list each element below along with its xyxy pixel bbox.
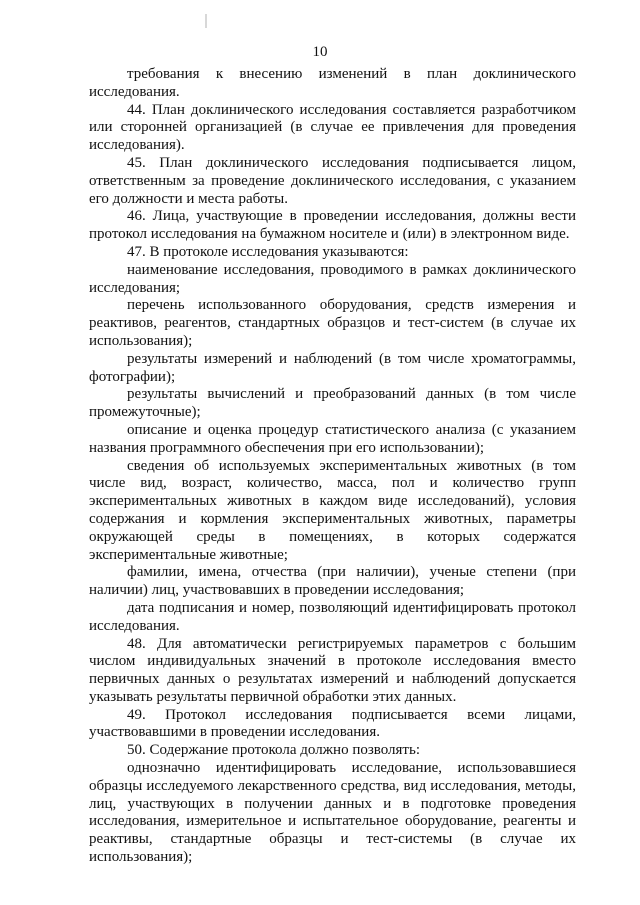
list-item-animals: сведения об используемых экспериментальных животных (в том числе вид, возраст, количество, масса, пол и количество групп экспериментальных животных в каждом виде исследований), условия содержания и кормления экспериментальных животных, параметры окружающей среды в помещениях, в которых содержатся экспериментальные животные;	[89, 457, 576, 563]
paragraph-50: 50. Содержание протокола должно позволять:	[127, 742, 420, 759]
paragraph-44: 44. План доклинического исследования составляется разработчиком или сторонней организацией (в случае ее привлечения для проведения исследования).	[89, 101, 576, 154]
paragraph-requirements-end: требования к внесению изменений в план доклинического исследования.	[89, 66, 576, 100]
list-item-study-name: наименование исследования, проводимого в рамках доклинического исследования;	[89, 261, 576, 296]
scan-mark	[205, 14, 207, 28]
page-number: 10	[312, 44, 328, 60]
list-item-statistics: описание и оценка процедур статистического анализа (с указанием названия программного обеспечения при его использовании);	[89, 421, 576, 456]
list-item-calculations: результаты вычислений и преобразований данных (в том числе промежуточные);	[89, 386, 576, 421]
list-item-signing-date: дата подписания и номер, позволяющий идентифицировать протокол исследования.	[89, 599, 576, 634]
paragraph-46: 46. Лица, участвующие в проведении исследования, должны вести протокол исследования на бумажном носителе и (или) в электронном виде.	[89, 208, 576, 243]
paragraph-47: 47. В протоколе исследования указываются:	[127, 243, 409, 260]
paragraph-49: 49. Протокол исследования подписывается всеми лицами, участвовавшими в проведении исследования.	[89, 706, 576, 741]
paragraph-45: 45. План доклинического исследования подписывается лицом, ответственным за проведение доклинического исследования, с указанием его должности и места работы.	[89, 154, 576, 207]
list-item-participants: фамилии, имена, отчества (при наличии), ученые степени (при наличии) лиц, участвовавших в проведении исследования;	[89, 564, 576, 599]
document-body	[89, 66, 576, 867]
list-item-identify: однозначно идентифицировать исследование, использовавшиеся образцы исследуемого лекарственного средства, вид исследования, методы, лиц, участвующих в получении данных и в подготовке проведения исследования, измерительное и испытательное оборудование, реагенты и реактивы, стандартные образцы и тест-системы (в случае их использования);	[89, 760, 576, 866]
list-item-measurements: результаты измерений и наблюдений (в том числе хроматограммы, фотографии);	[89, 350, 576, 385]
list-item-equipment: перечень использованного оборудования, средств измерения и реактивов, реагентов, стандартных образцов и тест-систем (в случае их использования);	[89, 297, 576, 349]
paragraph-48: 48. Для автоматически регистрируемых параметров с большим числом индивидуальных значений в протоколе исследования вместо первичных данных о результатах измерений и наблюдений допускается указывать результаты первичной обработки этих данных.	[89, 635, 576, 705]
